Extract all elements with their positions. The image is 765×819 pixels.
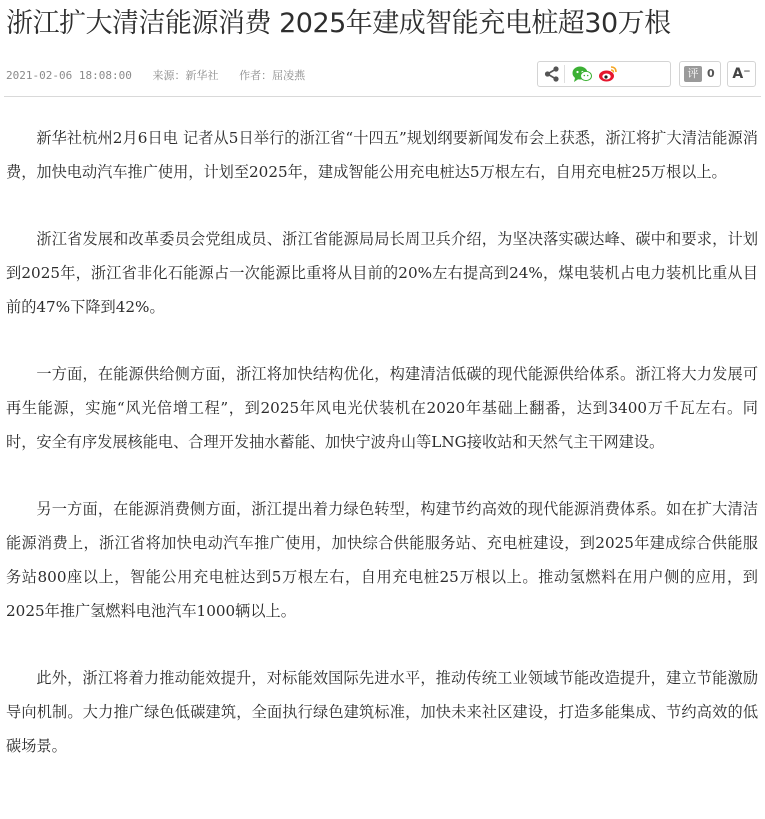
- article-meta: [6, 67, 319, 83]
- meta-divider: [4, 96, 761, 97]
- article-body: [6, 121, 758, 796]
- font-size-button[interactable]: A⁻: [727, 61, 756, 87]
- article-source: 来源：新华社: [152, 69, 219, 82]
- article-paragraph: 另一方面，在能源消费侧方面，浙江提出着力绿色转型，构建节约高效的现代能源消费体系。如在扩大清洁能源消费上，浙江省将加快电动汽车推广使用，加快综合供能服务站、充电桩建设，到2025年建成综合供能服务站800座以上，智能公用充电桩达到5万根左右，自用充电桩25万根以上。推动氢燃料在用户侧的应用，到2025年推广氢燃料电池汽车1000辆以上。: [6, 500, 758, 620]
- article-title: 浙江扩大清洁能源消费 2025年建成智能充电桩超30万根: [6, 8, 671, 39]
- share-toolbar: [537, 61, 671, 87]
- article-paragraph: 新华社杭州2月6日电 记者从5日举行的浙江省“十四五”规划纲要新闻发布会上获悉，浙江将扩大清洁能源消费，加快电动汽车推广使用，计划至2025年，建成智能公用充电桩达5万根左右，自用充电桩25万根以上。: [6, 129, 758, 181]
- article-meta-bar: [0, 56, 765, 93]
- article-paragraph: 浙江省发展和改革委员会党组成员、浙江省能源局局长周卫兵介绍，为坚决落实碳达峰、碳中和要求，计划到2025年，浙江省非化石能源占一次能源比重将从目前的20%左右提高到24%，煤电装机占电力装机比重从目前的47%下降到42%。: [6, 230, 758, 316]
- article-paragraph: 此外，浙江将着力推动能效提升，对标能效国际先进水平，推动传统工业领域节能改造提升，建立节能激励导向机制。大力推广绿色低碳建筑，全面执行绿色建筑标准，加快未来社区建设，打造多能集成、节约高效的低碳场景。: [6, 669, 758, 755]
- wechat-icon[interactable]: [572, 65, 592, 83]
- comment-count: 0: [707, 67, 715, 80]
- weibo-icon[interactable]: [598, 65, 618, 83]
- article-author: 作者：屈凌燕: [239, 69, 306, 82]
- comment-label: 评: [684, 66, 702, 82]
- article-paragraph: 一方面，在能源供给侧方面，浙江将加快结构优化，构建清洁低碳的现代能源供给体系。浙江将大力发展可再生能源，实施“风光倍增工程”，到2025年风电光伏装机在2020年基础上翻番，达到3400万千瓦左右。同时，安全有序发展核能电、合理开发抽水蓄能、加快宁波舟山等LNG接收站和天然气主干网建设。: [6, 365, 758, 451]
- share-divider: [564, 65, 565, 83]
- share-icon[interactable]: [543, 65, 561, 83]
- comment-button[interactable]: [679, 61, 721, 87]
- publish-datetime: 2021-02-06 18:08:00: [6, 69, 132, 82]
